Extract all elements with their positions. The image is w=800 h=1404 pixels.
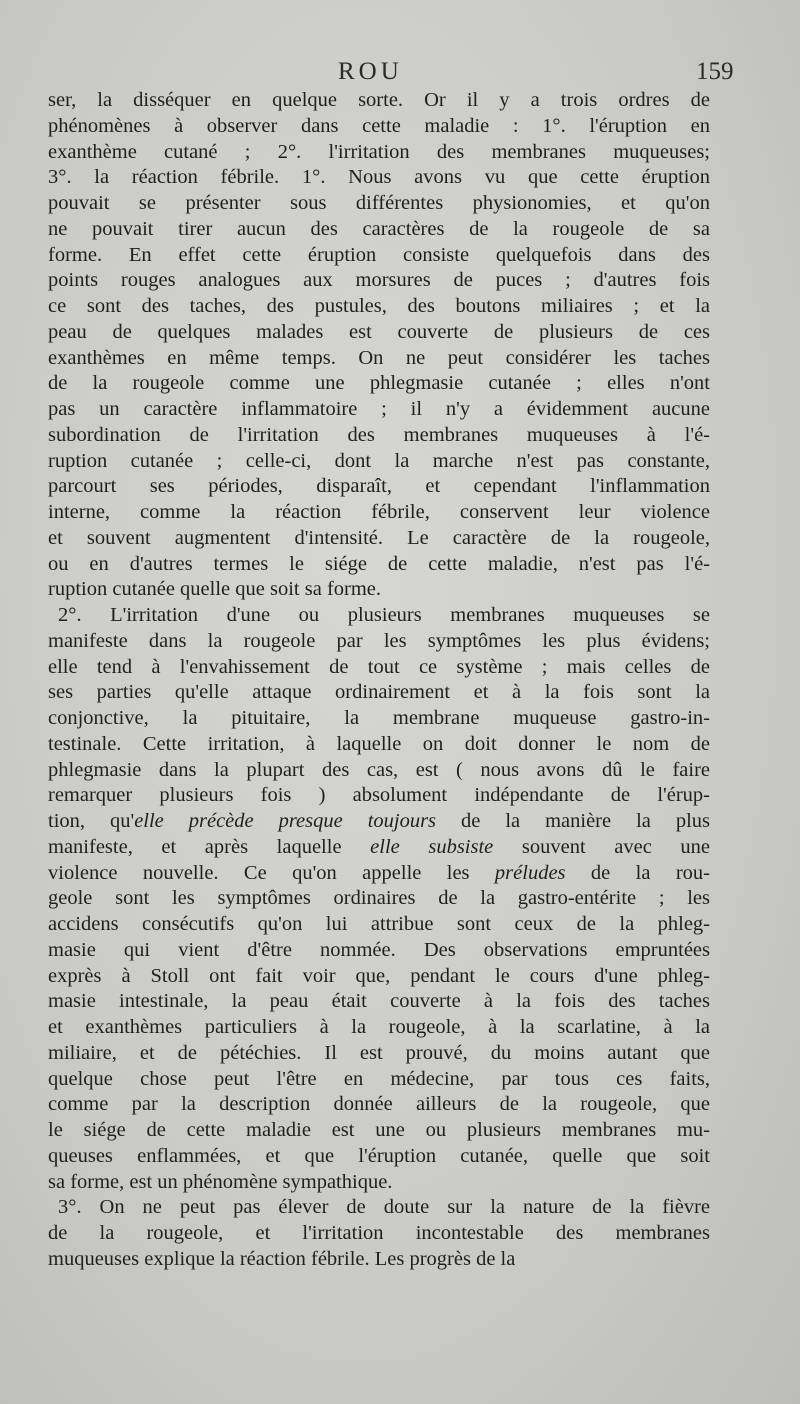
- text-line: phlegmasie dans la plupart des cas, est ( nous avons dû le faire: [48, 758, 710, 781]
- italic-phrase: elle subsiste: [370, 835, 494, 858]
- italic-phrase: elle précède presque toujours: [134, 810, 437, 832]
- text-line: queuses enflammées, et que l'éruption cutanée, quelle que soit: [48, 1144, 710, 1167]
- text-line: [48, 861, 710, 887]
- text-segment: de la rou-: [565, 861, 710, 884]
- text-line: pas un caractère inflammatoire ; il n'y a évidemment aucune: [48, 398, 710, 420]
- text-line: et exanthèmes particuliers à la rougeole, à la scarlatine, à la: [48, 1016, 710, 1038]
- text-line: remarquer plusieurs fois ) absolument indépendante de l'érup-: [48, 784, 710, 807]
- text-segment: violence nouvelle. Ce qu'on appelle les: [48, 861, 495, 884]
- text-line: ne pouvait tirer aucun des caractères de la rougeole de sa: [48, 217, 710, 240]
- text-line: [48, 809, 710, 835]
- text-segment: tion, qu': [48, 810, 135, 832]
- text-line: sa forme, est un phénomène sympathique.: [48, 1170, 393, 1193]
- text-line: manifeste dans la rougeole par les symptômes les plus évidens;: [48, 629, 710, 652]
- text-line: quelque chose peut l'être en médecine, par tous ces faits,: [48, 1067, 710, 1090]
- text-line: geole sont les symptômes ordinaires de la gastro-entérite ; les: [48, 887, 710, 910]
- text-line: exanthèmes en même temps. On ne peut considérer les taches: [48, 346, 710, 369]
- text-line: peau de quelques malades est couverte de plusieurs de ces: [48, 320, 710, 343]
- text-line: ser, la disséquer en quelque sorte. Or il y a trois ordres de: [48, 89, 710, 111]
- text-line: muqueuses explique la réaction fébrile. Les progrès de la: [48, 1247, 516, 1270]
- text-line: ruption cutanée ; celle-ci, dont la marche n'est pas constante,: [48, 449, 710, 472]
- text-line: phénomènes à observer dans cette maladie : 1°. l'éruption en: [48, 114, 710, 137]
- text-line: ruption cutanée quelle que soit sa forme.: [48, 578, 382, 601]
- text-line: [48, 835, 710, 861]
- text-line: forme. En effet cette éruption consiste quelquefois dans des: [48, 243, 710, 266]
- text-line: le siége de cette maladie est une ou plusieurs membranes mu-: [48, 1119, 710, 1141]
- text-line: exprès à Stoll ont fait voir que, pendant le cours d'une phleg-: [48, 964, 710, 987]
- text-segment: manifeste, et après laquelle: [48, 835, 371, 858]
- text-line: elle tend à l'envahissement de tout ce système ; mais celles de: [48, 655, 710, 678]
- text-segment: souvent avec une: [493, 835, 711, 858]
- text-line: comme par la description donnée ailleurs de la rougeole, que: [48, 1093, 710, 1116]
- running-head-title: ROU: [338, 58, 403, 85]
- text-line: interne, comme la réaction fébrile, conservent leur violence: [48, 501, 710, 523]
- text-line: 3°. la réaction fébrile. 1°. Nous avons vu que cette éruption: [48, 166, 710, 189]
- text-line: ou en d'autres termes le siége de cette maladie, n'est pas l'é-: [48, 552, 710, 575]
- text-line: masie qui vient d'être nommée. Des observations empruntées: [48, 938, 710, 961]
- text-segment: de la manière la plus: [436, 810, 710, 832]
- text-line: 2°. L'irritation d'une ou plusieurs membranes muqueuses se: [58, 604, 710, 626]
- text-line: 3°. On ne peut pas élever de doute sur la nature de la fièvre: [58, 1196, 710, 1219]
- italic-phrase: préludes: [494, 861, 566, 884]
- running-head: [0, 58, 800, 88]
- text-line: miliaire, et de pétéchies. Il est prouvé, du moins autant que: [48, 1041, 710, 1064]
- text-line: points rouges analogues aux morsures de puces ; d'autres fois: [48, 269, 710, 292]
- text-line: pouvait se présenter sous différentes physionomies, et qu'on: [48, 192, 710, 214]
- text-line: ses parties qu'elle attaque ordinairement et à la fois sont la: [48, 681, 710, 704]
- text-line: de la rougeole, et l'irritation incontestable des membranes: [48, 1222, 710, 1244]
- text-line: exanthème cutané ; 2°. l'irritation des membranes muqueuses;: [48, 140, 710, 163]
- page-number: 159: [696, 58, 734, 85]
- text-line: testinale. Cette irritation, à laquelle on doit donner le nom de: [48, 732, 710, 755]
- text-line: de la rougeole comme une phlegmasie cutanée ; elles n'ont: [48, 372, 710, 395]
- body-text: [48, 88, 710, 1273]
- text-line: ce sont des taches, des pustules, des boutons miliaires ; et la: [48, 295, 710, 317]
- text-line: masie intestinale, la peau était couverte à la fois des taches: [48, 990, 710, 1013]
- text-line: et souvent augmentent d'intensité. Le caractère de la rougeole,: [48, 526, 710, 549]
- text-line: subordination de l'irritation des membranes muqueuses à l'é-: [48, 423, 710, 446]
- text-line: accidens consécutifs qu'on lui attribue sont ceux de la phleg-: [48, 913, 710, 935]
- text-line: conjonctive, la pituitaire, la membrane muqueuse gastro-in-: [48, 707, 710, 729]
- text-line: parcourt ses périodes, disparaît, et cependant l'inflammation: [48, 475, 710, 498]
